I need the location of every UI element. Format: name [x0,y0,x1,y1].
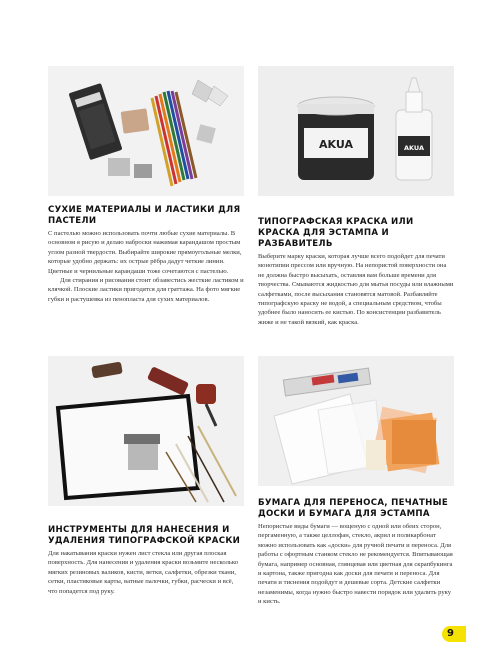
printing-ink-heading: ТИПОГРАФСКАЯ КРАСКА ИЛИ КРАСКА ДЛЯ ЭСТАМПА И РАЗБАВИТЕЛЬ [258,217,414,249]
printing-ink-illustration [258,66,454,196]
bottle-label-text: AKUA [403,144,425,152]
ink-tools-section [48,525,244,596]
dry-materials-heading: СУХИЕ МАТЕРИАЛЫ И ЛАСТИКИ ДЛЯ ПАСТЕЛИ [48,205,241,226]
dry-materials-illustration [48,66,244,196]
printing-ink-photo [258,66,454,196]
ink-tools-photo [48,356,244,506]
ink-tools-paragraph: Для накатывания краски нужен лист стекла или другая плоская поверхность. Для нанесения и удаления краски возьмите несколько мягких резиновых валиков, кисти, ветки, салфетки, обрезки ткани, сетки, пластиковые карты, ватные палочки, губки, расчески и всё, что попадется под руку. [48,550,239,595]
transfer-paper-illustration [258,356,454,486]
printing-ink-section [258,217,454,327]
ink-tools-illustration [48,356,244,506]
dry-materials-photo [48,66,244,196]
transfer-paper-paragraph: Непористые виды бумаги — вощеную с одной или обеих сторон, пергаменную, а также целлофан, стекло, акрил и поликарбонат можно использовать как «доски» для ручной печати и переноса. Для работы с офортным станком стекло не рекомендуется. Впитывающая бумага, например основная, глянцевая или цветная для скрапбукинга и картона, также пригодна как доски для печати и переноса. Для печати и тиснения подойдут и дешевые сорта. Детские салфетки незаменимы, когда нужно быстро навести порядок или удалить руку и кисть. [258,523,453,606]
dry-materials-paragraph: С пастелью можно использовать почти любые сухие материалы. В основном я рисую и делаю наброски нажимая карандашом простым углом разной твердости. Выбирайте широкие прямоугольные мелки, которые удобно держать: их острые рёбра дадут четкие линии. Цветные и чернильные карандаши тоже сочетаются с пастелью. [48,230,242,275]
transfer-paper-section [258,498,454,607]
dry-materials-text [48,229,244,304]
ink-tools-text [48,549,244,596]
transfer-paper-heading: БУМАГА ДЛЯ ПЕРЕНОСА, ПЕЧАТНЫЕ ДОСКИ И БУМАГА ДЛЯ ЭСТАМПА [258,498,449,519]
transfer-paper-photo [258,356,454,486]
dry-materials-section [48,205,244,304]
page-number-badge [442,626,466,642]
transfer-paper-text [258,522,454,607]
jar-label-text: AKUA [319,138,353,151]
printing-ink-paragraph: Выберите марку краски, которая лучше всего подойдет для печати монотипии прессом или вручную. На непористой поверхности она не должна быстро высыхать, оставляя вам больше времени для творчества. Смываются жидкостью для мытья посуды или влажными салфетками, после высыхания становятся матовой. Разбавляйте типографскую краску не водой, а специальным средством, чтобы удобнее было наносить ее кистью. По консистенции разбавитель жиже и не такой вязкий, как краска. [258,253,454,326]
page-number: 9 [447,628,454,639]
ink-tools-heading: ИНСТРУМЕНТЫ ДЛЯ НАНЕСЕНИЯ И УДАЛЕНИЯ ТИПОГРАФСКОЙ КРАСКИ [48,525,241,546]
dry-materials-paragraph: Для стирания и рисования стоит обзавестись жесткие ластиком и клячкой. Плоские ластики пригодятся для граттажа. На фото мягкие губки и растушевка из пенопласта для сухих материалов. [48,277,244,303]
printing-ink-text [258,252,454,327]
